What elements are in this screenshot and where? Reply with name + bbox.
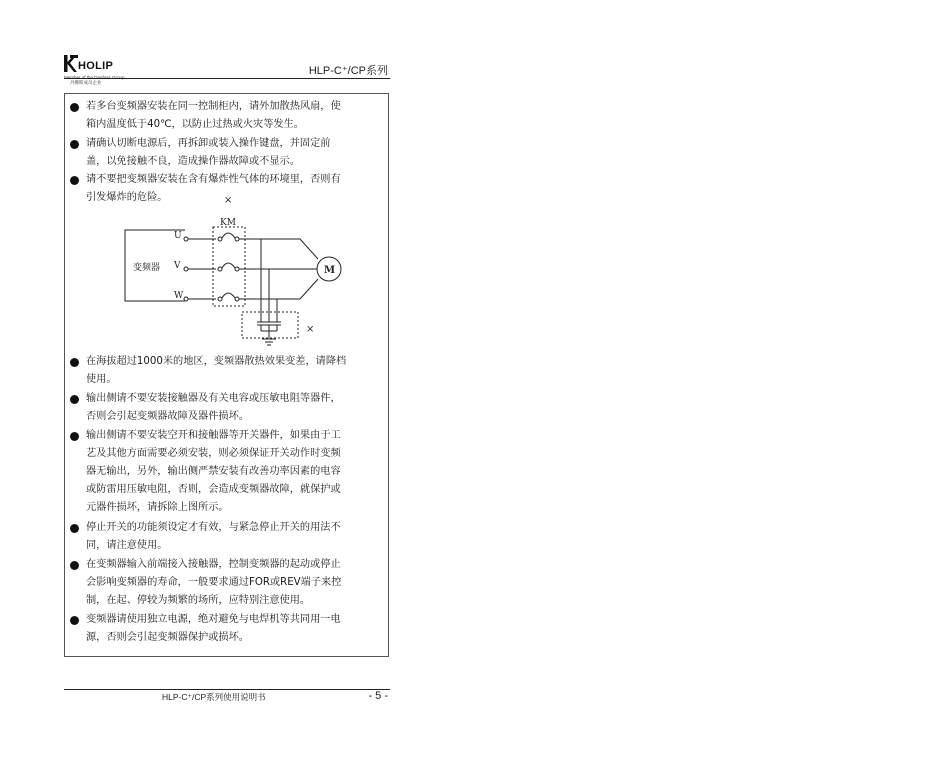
ground-icon <box>262 339 276 345</box>
list-item-line: 请确认切断电源后，再拆卸或装入操作键盘，并固定前 <box>86 138 331 149</box>
list-item-line: 否则会引起变频器故障及器件损坏。 <box>86 411 249 422</box>
terminal-u-icon <box>184 237 188 241</box>
list-item-line: 停止开关的功能须设定才有效，与紧急停止开关的用法不 <box>86 522 341 533</box>
bullet-icon <box>70 616 79 625</box>
bullet-icon <box>70 176 79 185</box>
list-item-line: 输出侧请不要安装空开和接触器等开关器件，如果由于工 <box>86 430 341 441</box>
list-item-line: 会影响变频器的寿命，一般要求通过FOR或REV端子来控 <box>86 577 342 588</box>
bullet-icon <box>70 561 79 570</box>
logo-text: HOLIP <box>78 60 114 72</box>
list-item-line: 元器件损坏，请拆除上图所示。 <box>86 502 229 513</box>
list-item-line: 在变频器输入前端接入接触器，控制变频器的起动或停止 <box>86 559 341 570</box>
list-item-line: 同，请注意使用。 <box>86 540 168 551</box>
prohibited-mark-km: × <box>224 195 233 206</box>
list-item-line: 引发爆炸的危险。 <box>86 192 168 203</box>
terminal-u-label: U <box>174 231 182 241</box>
contactor-contacts-icon <box>218 233 239 301</box>
terminal-v-icon <box>184 267 188 271</box>
bullet-icon <box>70 432 79 441</box>
list-item-line: 盖，以免接触不良，造成操作器故障或不显示。 <box>86 156 300 167</box>
list-item-line: 在海拔超过1000米的地区，变频器散热效果变差，请降档 <box>86 356 347 367</box>
list-item-line: 请不要把变频器安装在含有爆炸性气体的环境里，否则有 <box>86 174 341 185</box>
wiring-diagram <box>120 195 390 353</box>
footer-divider <box>64 689 390 690</box>
list-item-line: 箱内温度低于40℃，以防止过热或火灾等发生。 <box>86 119 304 130</box>
inverter-label: 变频器 <box>133 263 161 273</box>
series-title: HLP-C⁺/CP系列 <box>308 65 388 77</box>
bullet-icon <box>70 524 79 533</box>
inverter-output-wiring-diagram <box>120 195 390 349</box>
header-divider <box>64 78 390 79</box>
bullet-icon <box>70 358 79 367</box>
list-item-line: 输出侧请不要安装接触器及有关电容或压敏电阻等器件， <box>86 393 341 404</box>
capacitor-icon <box>257 322 281 338</box>
list-item-line: 变频器请使用独立电源，绝对避免与电焊机等共同用一电 <box>86 614 341 625</box>
bullet-icon <box>70 103 79 112</box>
bullet-icon <box>70 140 79 149</box>
terminal-w-label: W <box>174 291 184 301</box>
list-item-line: 器无输出，另外，输出侧严禁安装有改善功率因素的电容 <box>86 466 341 477</box>
manual-title: HLP-C⁺/CP系列使用说明书 <box>162 692 266 702</box>
motor-label: M <box>324 265 336 276</box>
list-item-line: 若多台变频器安装在同一控制柜内，请外加散热风扇，使 <box>86 101 341 112</box>
contactor-label: KM <box>220 218 236 228</box>
content-box <box>64 93 389 657</box>
terminal-v-label: V <box>174 261 181 271</box>
list-item-line: 或防雷用压敏电阻，否则，会造成变频器故障，就保护或 <box>86 484 341 495</box>
logo-tagline: Member of the Danfoss Group <box>64 75 125 80</box>
holip-logo <box>64 55 134 85</box>
page-number: - 5 - <box>368 690 388 702</box>
terminal-w-icon <box>184 297 188 301</box>
logo-company: 丹佛斯成员企业 <box>70 80 102 85</box>
list-item-line: 制，在起、停较为频繁的场所，应特别注意使用。 <box>86 595 311 606</box>
bullet-icon <box>70 395 79 404</box>
logo-mark-icon <box>64 55 78 72</box>
prohibited-mark-capacitor: × <box>306 324 315 335</box>
list-item-line: 艺及其他方面需要必须安装，则必须保证开关动作时变频 <box>86 448 341 459</box>
list-item-line: 源，否则会引起变频器保护或损坏。 <box>86 632 249 643</box>
list-item-line: 使用。 <box>86 374 117 385</box>
